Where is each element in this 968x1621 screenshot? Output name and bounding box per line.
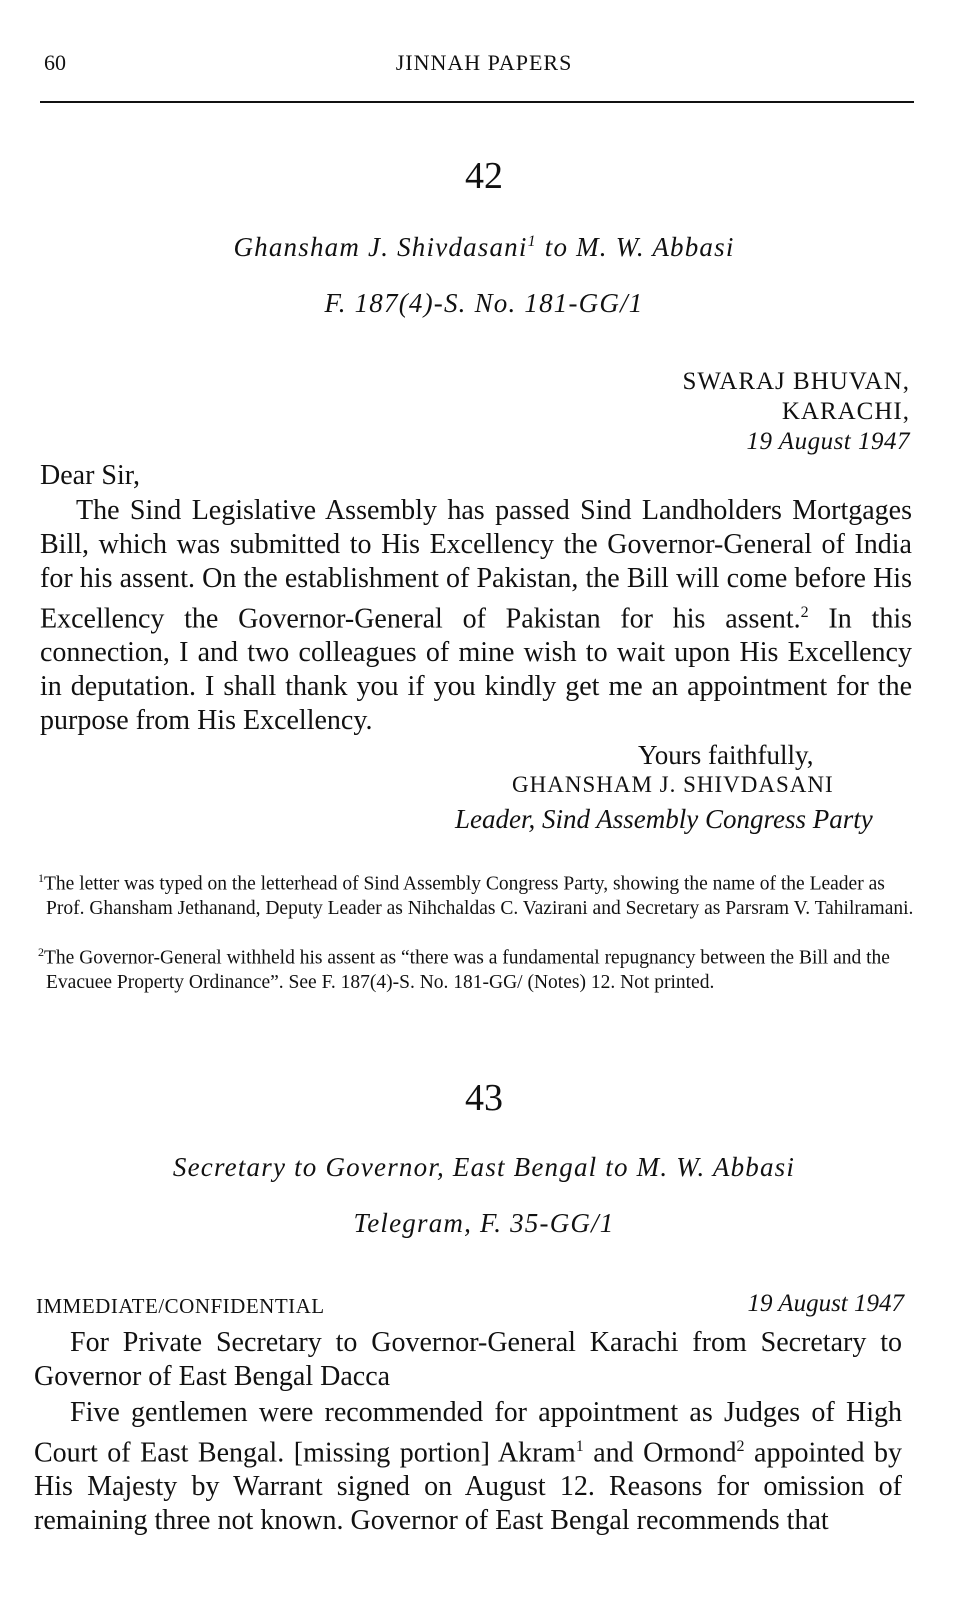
doc43-para-2a: Five gentlemen were recommended for appointment as Judges of High Court of East Bengal. [missing portion] Akram [34, 1397, 902, 1469]
doc42-file-ref: F. 187(4)-S. No. 181-GG/1 [324, 288, 644, 318]
doc42-closing: Yours faithfully, [638, 740, 814, 770]
doc42-body-part2: In this connection, I and two colleagues of mine wish to wait upon His Excellency in deputation. I shall thank you if you kindly get me an appointment for the purpose from His Excellency. [40, 603, 912, 737]
doc43-file-ref: Telegram, F. 35-GG/1 [353, 1208, 615, 1238]
doc42-footnote-1-text: The letter was typed on the letterhead of Sind Assembly Congress Party, showing the name of the Leader as Prof. Ghansham Jethanand, Deputy Leader as Nihchaldas C. Vazirani and Secretary as Parsram V. Tahilramani. [44, 873, 914, 919]
doc42-title [0, 232, 968, 263]
doc42-title-footnote-ref: 1 [527, 233, 537, 250]
doc43-classification: IMMEDIATE/CONFIDENTIAL [36, 1294, 325, 1318]
doc43-para-2 [34, 1396, 902, 1538]
doc42-footnote-2-text: The Governor-General withheld his assent as “there was a fundamental repugnancy between the Bill and the Evacuee Property Ordinance”. See F. 187(4)-S. No. 181-GG/ (Notes) 12. Not printed. [44, 947, 890, 993]
doc42-title-part2: to M. W. Abbasi [536, 232, 735, 262]
doc42-body-footnote-ref: 2 [800, 604, 809, 621]
doc42-footnote-2 [38, 940, 916, 995]
running-title: JINNAH PAPERS [395, 50, 573, 75]
doc42-body [40, 494, 912, 738]
doc42-signatory-title: Leader, Sind Assembly Congress Party [455, 804, 873, 834]
doc43-number: 43 [465, 1077, 503, 1119]
doc42-footnote-1 [38, 866, 916, 921]
doc43-footnote-ref-2: 2 [736, 1438, 745, 1455]
doc42-salutation: Dear Sir, [40, 460, 140, 491]
doc42-number: 42 [465, 155, 503, 197]
doc43-title: Secretary to Governor, East Bengal to M. W. Abbasi [172, 1152, 796, 1182]
doc42-date: 19 August 1947 [746, 428, 910, 455]
doc42-footnote-2-marker: 2 [38, 945, 44, 959]
page-number: 60 [44, 50, 66, 75]
header-rule [40, 101, 914, 103]
doc42-address-line1: SWARAJ BHUVAN, [682, 368, 910, 395]
doc43-para-1: For Private Secretary to Governor-General Karachi from Secretary to Governor of East Bengal Dacca [34, 1327, 902, 1392]
doc42-title-part1: Ghansham J. Shivdasani [233, 232, 528, 262]
doc42-body-part1: The Sind Legislative Assembly has passed Sind Landholders Mortgages Bill, which was submitted to His Excellency the Governor-General of India for his assent. On the establishment of Pakistan, the Bill will come before His Excellency the Governor-General of Pakistan for his assent. [40, 495, 912, 635]
doc42-address-line2: KARACHI, [781, 398, 910, 425]
doc42-signatory: GHANSHAM J. SHIVDASANI [512, 772, 834, 797]
doc42-footnote-1-marker: 1 [38, 871, 44, 885]
doc43-para-2c: appointed by His Majesty by Warrant signed on August 12. Reasons for omission of remaining three not known. Governor of East Bengal recommends that [34, 1437, 902, 1537]
doc43-date: 19 August 1947 [747, 1290, 904, 1317]
doc43-para-2b: and Ormond [583, 1437, 737, 1469]
doc43-footnote-ref-1: 1 [575, 1438, 584, 1455]
